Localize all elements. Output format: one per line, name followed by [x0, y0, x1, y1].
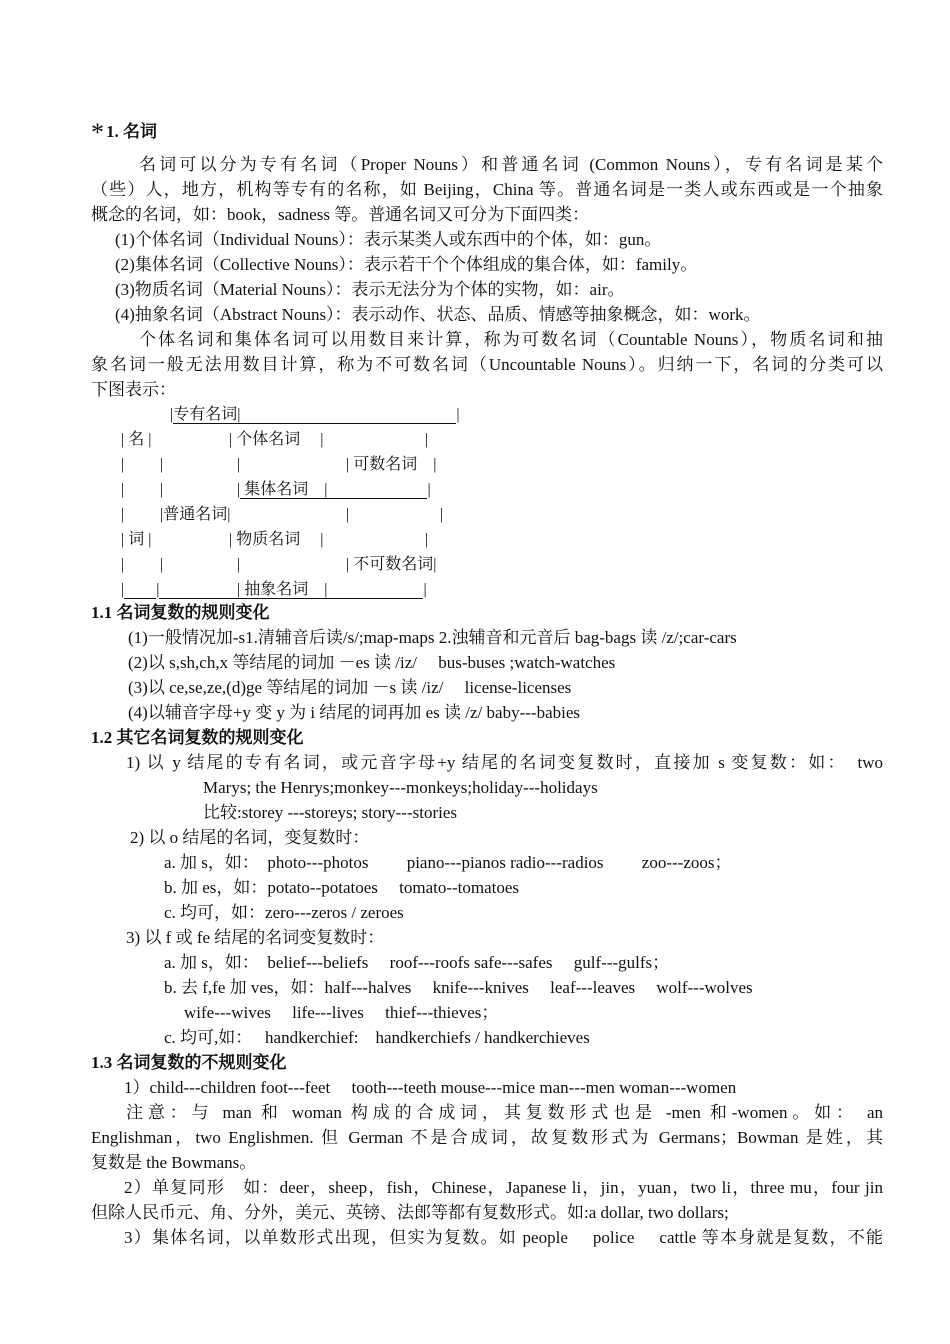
s11-line-1: (1)一般情况加-s1.清辅音后读/s/;map-maps 2.浊辅音和元音后 bag-bags 读 /z/;car-cars [128, 628, 737, 647]
s12-line-4: 2) 以 o 结尾的名词，变复数时： [130, 828, 370, 847]
intro-line-2: （些）人，地方，机构等专有的名称，如 Beijing，China 等。普通名词是一类人或东西或是一个抽象 [91, 180, 883, 199]
s12-line-9: a. 加 s，如： belief---beliefs roof---roofs safe---safes gulf---gulfs； [164, 953, 670, 972]
noun-type-abstract: (4)抽象名词（Abstract Nouns）：表示动作、状态、品质、情感等抽象概念，如：work。 [115, 305, 761, 324]
intro-line-10: 下图表示： [91, 380, 176, 399]
s11-line-4: (4)以辅音字母+y 变 y 为 i 结尾的词再加 es 读 /z/ baby---babies [128, 703, 580, 722]
tree-individual: 个体名词 [236, 431, 301, 448]
section-title: 1. 名词 [106, 122, 157, 141]
s13-line-3: Englishman，two Englishmen. 但 German 不是合成词，故复数形式为 Germans；Bowman 是姓，其 [91, 1128, 883, 1147]
noun-type-collective: (2)集体名词（Collective Nouns）：表示若干个个体组成的集合体，如：family。 [115, 255, 698, 274]
tree-ming: 名 [128, 431, 145, 448]
intro-line-3: 概念的名词，如：book，sadness 等。普通名词又可分为下面四类： [91, 205, 590, 224]
tree-material: 物质名词 [236, 531, 301, 548]
s13-line-5: 2）单复同形 如：deer，sheep，fish，Chinese，Japanese li，jin，yuan，two li，three mu，four jin [124, 1178, 883, 1197]
s12-line-2: Marys; the Henrys;monkey---monkeys;holiday---holidays [203, 778, 598, 797]
s12-line-3: 比较:storey ---storeys; story---stories [203, 803, 458, 822]
tree-abstract: 抽象名词 [244, 581, 309, 598]
intro-line-1: 名词可以分为专有名词（Proper Nouns）和普通名词 (Common Nouns），专有名词是某个 [139, 155, 883, 174]
s12-line-8: 3) 以 f 或 fe 结尾的名词变复数时： [126, 928, 385, 947]
s11-line-3: (3)以 ce,se,ze,(d)ge 等结尾的词加 －s 读 /iz/ license-licenses [128, 678, 572, 697]
s12-line-6: b. 加 es，如：potato--potatoes tomato--tomatoes [164, 878, 520, 897]
tree-countable: 可数名词 [353, 456, 418, 473]
noun-classification-diagram: |专有名词| | | 名 | | 个体名词 | | | | | | 可数名词 | | | | 集体名词 | | | |普通名词| | | | 词 | | 物质名词 | | | | | | 不可数名词| | | | 抽象名词 | | [121, 406, 460, 598]
tree-common: 普通名词 [163, 506, 228, 523]
s13-line-1: 1）child---children foot---feet tooth---teeth mouse---mice man---men woman---women [124, 1078, 737, 1097]
s13-line-7: 3）集体名词，以单数形式出现，但实为复数。如 people police cattle 等本身就是复数，不能 [124, 1228, 883, 1247]
noun-type-individual: (1)个体名词（Individual Nouns）：表示某类人或东西中的个体，如：gun。 [115, 230, 662, 249]
tree-uncountable: 不可数名词 [353, 556, 434, 573]
tree-proper: 专有名词 [173, 406, 238, 423]
intro-line-9: 象名词一般无法用数目计算，称为不可数名词（Uncountable Nouns）。归纳一下，名词的分类可以 [91, 355, 883, 374]
section-1-1-title: 1.1 名词复数的规则变化 [91, 603, 270, 622]
s12-line-1: 1) 以 y 结尾的专有名词，或元音字母+y 结尾的名词变复数时，直接加 s 变复数：如： two [126, 753, 883, 772]
section-1-2-title: 1.2 其它名词复数的规则变化 [91, 728, 304, 747]
s12-line-5: a. 加 s，如： photo---photos piano---pianos radio---radios zoo---zoos； [164, 853, 732, 872]
s11-line-2: (2)以 s,sh,ch,x 等结尾的词加 －es 读 /iz/ bus-buses ;watch-watches [128, 653, 616, 672]
tree-ci: 词 [128, 531, 145, 548]
star-icon: * [91, 118, 104, 147]
tree-collective: 集体名词 [244, 481, 309, 498]
s13-line-2: 注意：与 man 和 woman 构成的合成词，其复数形式也是 -men 和-women。如： an [126, 1103, 883, 1122]
section-heading [91, 117, 157, 147]
s12-line-7: c. 均可，如：zero---zeros / zeroes [164, 903, 404, 922]
section-1-3-title: 1.3 名词复数的不规则变化 [91, 1053, 287, 1072]
s13-line-6: 但除人民币元、角、分外，美元、英镑、法郎等都有复数形式。如:a dollar, two dollars; [91, 1203, 729, 1222]
s12-line-12: c. 均可,如： handkerchief: handkerchiefs / handkerchieves [164, 1028, 590, 1047]
s12-line-10: b. 去 f,fe 加 ves，如：half---halves knife---knives leaf---leaves wolf---wolves [164, 978, 753, 997]
s13-line-4: 复数是 the Bowmans。 [91, 1153, 257, 1172]
noun-type-material: (3)物质名词（Material Nouns）：表示无法分为个体的实物，如：air。 [115, 280, 625, 299]
s12-line-11: wife---wives life---lives thief---thieves； [184, 1003, 499, 1022]
intro-line-8: 个体名词和集体名词可以用数目来计算，称为可数名词（Countable Nouns），物质名词和抽 [139, 330, 883, 349]
